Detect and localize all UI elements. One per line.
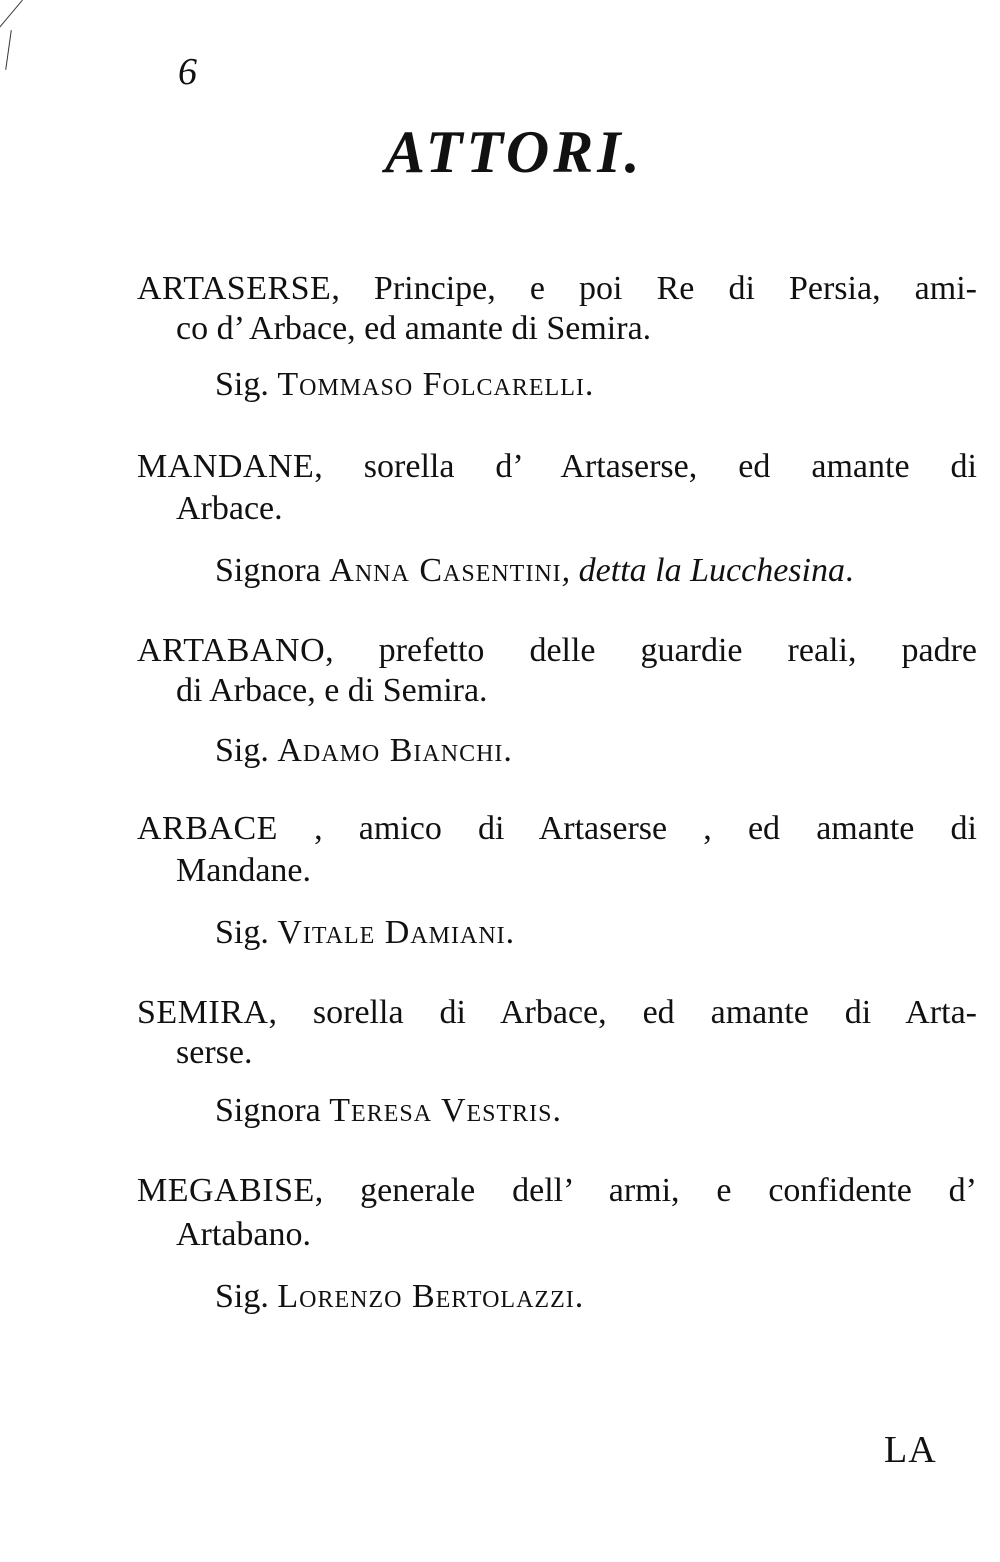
character-name: SEMIRA [137, 994, 269, 1031]
performer-end: . [844, 552, 854, 589]
character-description: , Principe, e poi Re di Persia, ami- [331, 270, 977, 307]
entry-line-1 [137, 268, 977, 310]
entry-line-2: Arbace. [176, 490, 283, 527]
entry-line-1 [137, 446, 977, 488]
performer-line [215, 912, 514, 954]
character-name: ARTASERSE [137, 270, 332, 307]
entry-line-2: di Arbace, e di Semira. [176, 672, 488, 709]
performer-line [215, 550, 853, 592]
character-name: ARBACE [137, 810, 278, 847]
performer-end: . [503, 732, 512, 769]
character-name: ARTABANO [137, 632, 326, 669]
entry-line-2: Artabano. [176, 1216, 312, 1253]
margin-mark [5, 30, 12, 70]
entry-line-1 [137, 992, 977, 1034]
performer-end: . [505, 914, 515, 951]
performer-name: Tommaso Folcarelli [277, 366, 585, 403]
performer-note: , detta la Lucchesina [561, 552, 845, 589]
performer-title: Signora [215, 552, 321, 589]
character-description: , generale dell’ armi, e confidente d’ [314, 1172, 977, 1209]
page-title: ATTORI. [385, 119, 644, 185]
performer-line [215, 730, 512, 772]
performer-name: Vitale Damiani [277, 914, 506, 951]
performer-title: Sig. [215, 732, 269, 769]
performer-end: . [584, 366, 594, 403]
performer-name: Anna Casentini [329, 552, 562, 589]
entry-line-1 [137, 808, 977, 850]
performer-end: . [574, 1278, 584, 1315]
character-name: MANDANE [137, 448, 315, 485]
performer-name: Adamo Bianchi [277, 732, 504, 769]
page-number: 6 [178, 51, 197, 93]
performer-title: Sig. [215, 914, 269, 951]
performer-title: Sig. [215, 1278, 269, 1315]
performer-title: Signora [215, 1092, 321, 1129]
character-description: , amico di Artaserse , ed amante di [277, 810, 977, 847]
performer-name: Teresa Vestris [329, 1092, 553, 1129]
entry-line-2: Mandane. [176, 852, 312, 889]
performer-line [215, 1090, 561, 1132]
corner-mark [0, 0, 23, 32]
character-description: , sorella d’ Artaserse, ed amante di [314, 448, 977, 485]
performer-line [215, 364, 593, 406]
performer-name: Lorenzo Bertolazzi [277, 1278, 575, 1315]
character-name: MEGABISE [137, 1172, 315, 1209]
character-description: , sorella di Arbace, ed amante di Arta- [268, 994, 977, 1031]
performer-title: Sig. [215, 366, 269, 403]
entry-line-1 [137, 630, 977, 672]
entry-line-1 [137, 1170, 977, 1212]
entry-line-2: co d’ Arbace, ed amante di Semira. [176, 310, 652, 347]
catchword: LA [884, 1429, 937, 1471]
performer-end: . [552, 1092, 562, 1129]
entry-line-2: serse. [176, 1034, 253, 1071]
performer-line [215, 1276, 583, 1318]
character-description: , prefetto delle guardie reali, padre [325, 632, 977, 669]
